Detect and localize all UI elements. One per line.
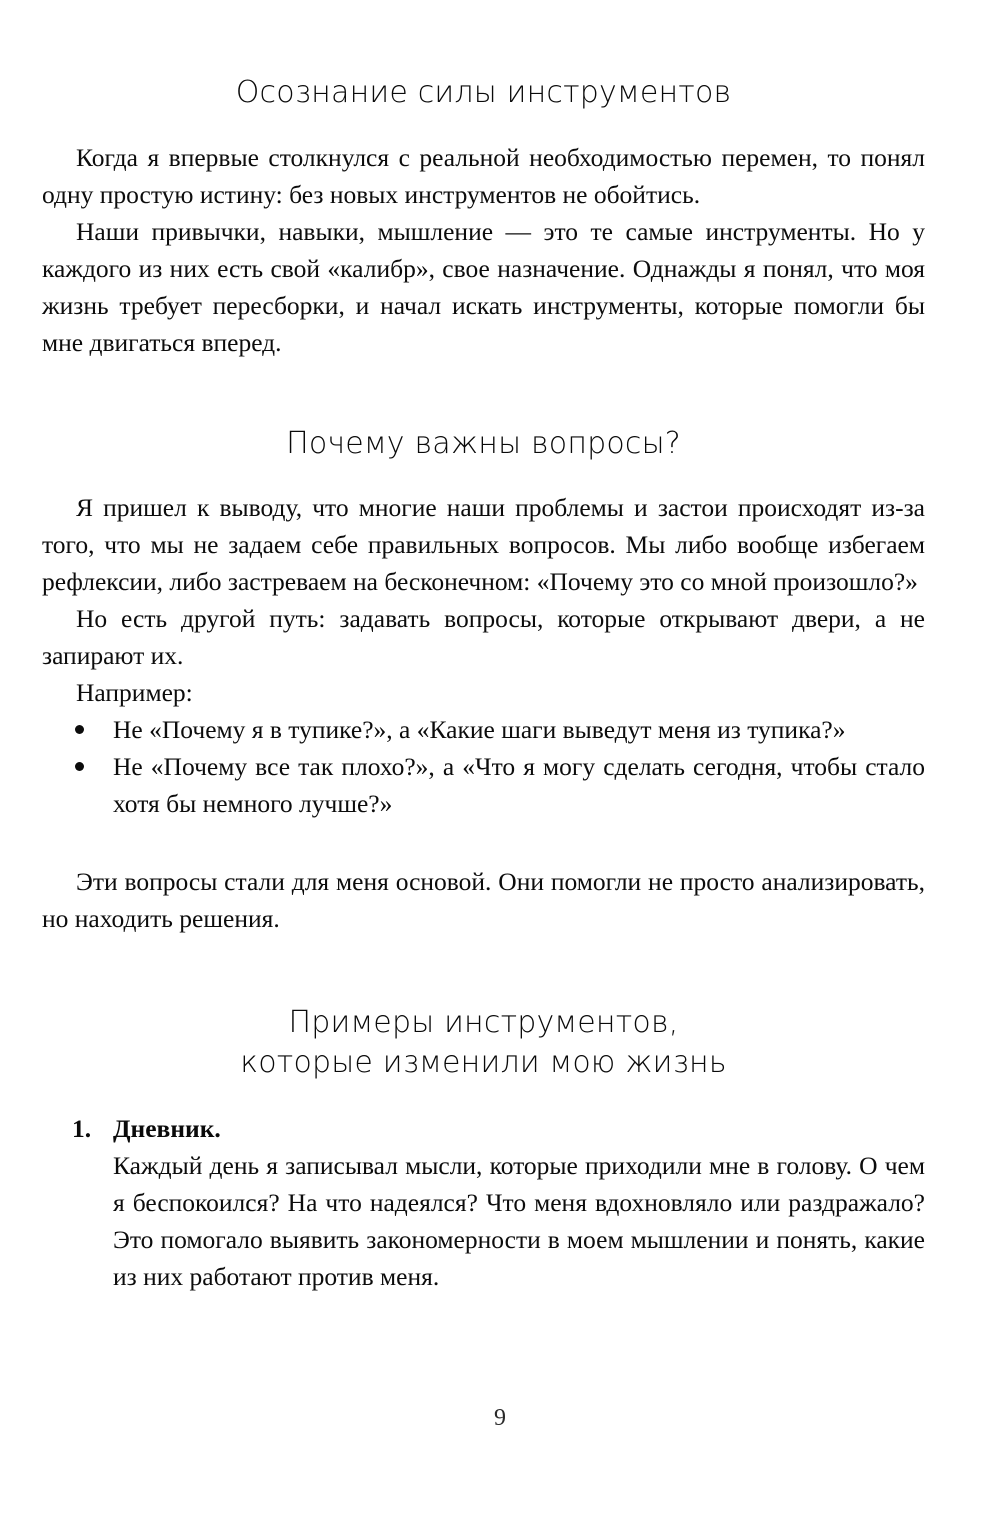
- paragraph-first-encounter: Когда я впервые столкнулся с реальной необходимостью перемен, то понял одну простую истину: без новых инструментов не обойтись.: [42, 143, 925, 209]
- section-heading-tool-examples: [42, 1003, 925, 1083]
- page-number: 9: [494, 1405, 506, 1431]
- numbered-list-item-diary: [42, 1110, 925, 1295]
- bullet-point-icon: [75, 725, 84, 734]
- paragraph-conclusion-problems: Я пришел к выводу, что многие наши проблемы и застои происходят из-за того, что мы не задаем себе правильных вопросов. Мы либо вообще избегаем рефлексии, либо застреваем на бесконечном: «Почему это со мной произошло?»: [42, 493, 925, 596]
- section-heading-why-questions: Почему важны вопросы?: [286, 426, 681, 461]
- heading-line-2: которые изменили мою жизнь: [240, 1045, 727, 1080]
- list-item: [42, 711, 925, 748]
- heading-line-1: Примеры инструментов,: [288, 1005, 679, 1040]
- list-item: [42, 748, 925, 822]
- paragraph-for-example: Например:: [76, 678, 193, 707]
- question-examples-list: [42, 711, 925, 822]
- list-item-text: Не «Почему все так плохо?», а «Что я могу сделать сегодня, чтобы стало хотя бы немного лучше?»: [113, 752, 925, 818]
- paragraph-habits-skills: Наши привычки, навыки, мышление — это те самые инструменты. Но у каждого из них есть свой «калибр», свое назначение. Однажды я понял, что моя жизнь требует пересборки, и начал искать инструменты, которые помогли бы мне двигаться вперед.: [42, 217, 925, 357]
- list-item-text: Не «Почему я в тупике?», а «Какие шаги выведут меня из тупика?»: [113, 715, 846, 744]
- section-heading-awareness: Осознание силы инструментов: [235, 75, 732, 110]
- list-item-number: 1.: [72, 1114, 92, 1143]
- list-item-title: Дневник.: [113, 1114, 221, 1143]
- list-item-body: Каждый день я записывал мысли, которые приходили мне в голову. О чем я беспокоился? На что надеялся? Что меня вдохновляло или раздражало? Это помогало выявить закономерности в моем мышлении и понять, какие из них работают против меня.: [113, 1151, 925, 1291]
- paragraph-another-way: Но есть другой путь: задавать вопросы, которые открывают двери, а не запирают их.: [42, 604, 925, 670]
- bullet-point-icon: [75, 762, 84, 771]
- page-content: [42, 0, 925, 1295]
- paragraph-questions-foundation: Эти вопросы стали для меня основой. Они помогли не просто анализировать, но находить решения.: [42, 867, 925, 933]
